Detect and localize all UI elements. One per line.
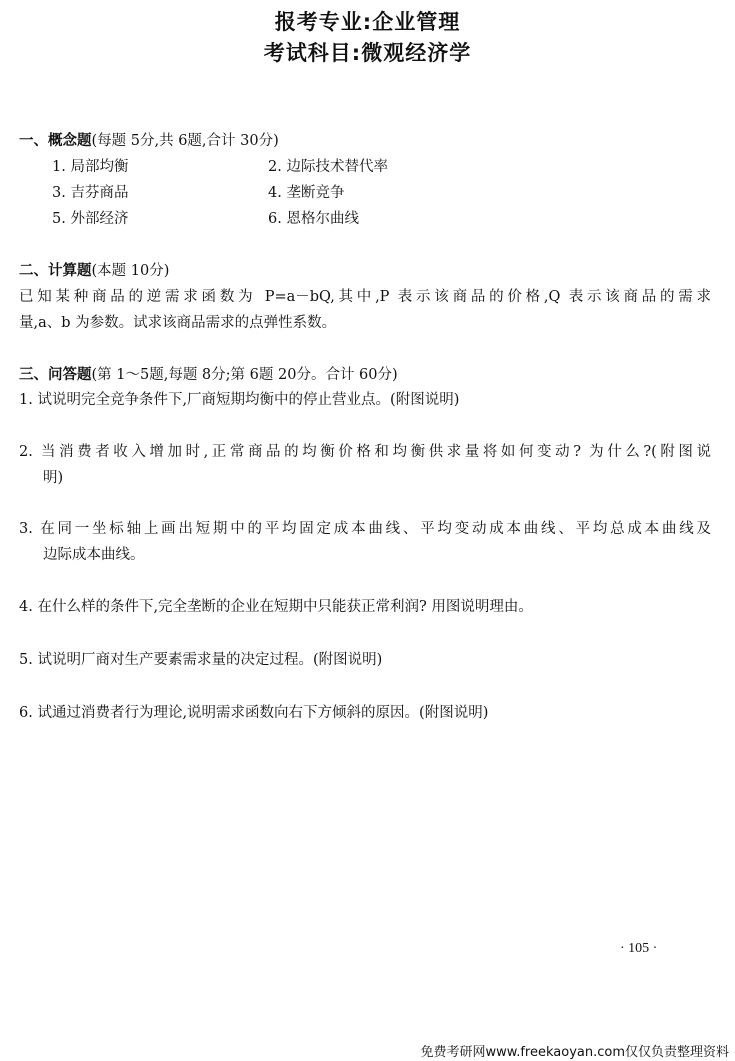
essay-question-4: 4. 在什么样的条件下,完全垄断的企业在短期中只能获正常利润? 用图说明理由。 [19, 599, 533, 615]
section1-heading: 一、概念题 [19, 133, 92, 149]
essay-question-3-line2: 边际成本曲线。 [43, 547, 145, 563]
concept-item: 1. 局部均衡 [52, 159, 129, 175]
section1-note: (每题 5分,共 6题,合计 30分) [91, 133, 279, 149]
concept-item: 4. 垄断竞争 [268, 185, 345, 201]
footer-watermark: 免费考研网www.freekaoyan.com仅仅负责整理资料 [420, 1045, 729, 1060]
exam-subject-title: 考试科目:微观经济学 [263, 41, 472, 65]
section2-heading-row [19, 262, 169, 280]
essay-question-1: 1. 试说明完全竞争条件下,厂商短期均衡中的停止营业点。(附图说明) [19, 392, 460, 408]
essay-question-2-line1: 2. 当消费者收入增加时,正常商品的均衡价格和均衡供求量将如何变动? 为什么?(附图说 [19, 444, 711, 460]
section1-heading-row [19, 132, 279, 150]
section3-heading: 三、问答题 [19, 367, 92, 383]
concept-item: 6. 恩格尔曲线 [268, 211, 359, 227]
essay-question-5: 5. 试说明厂商对生产要素需求量的决定过程。(附图说明) [19, 652, 383, 668]
section3-note: (第 1～5题,每题 8分;第 6题 20分。合计 60分) [91, 367, 398, 383]
section2-note: (本题 10分) [91, 263, 170, 279]
essay-question-2-line2: 明) [43, 470, 64, 486]
essay-question-6: 6. 试通过消费者行为理论,说明需求函数向右下方倾斜的原因。(附图说明) [19, 705, 489, 721]
exam-major-title: 报考专业:企业管理 [274, 10, 461, 34]
calc-question-line: 量,a、b 为参数。试求该商品需求的点弹性系数。 [19, 315, 337, 331]
section2-heading: 二、计算题 [19, 263, 92, 279]
section3-heading-row [19, 366, 398, 384]
page-number: · 105 · [620, 941, 658, 956]
essay-question-3-line1: 3. 在同一坐标轴上画出短期中的平均固定成本曲线、平均变动成本曲线、平均总成本曲线及 [19, 521, 711, 537]
concept-item: 5. 外部经济 [52, 211, 129, 227]
concept-item: 3. 吉芬商品 [52, 185, 129, 201]
concept-item: 2. 边际技术替代率 [268, 159, 388, 175]
calc-question-line: 已知某种商品的逆需求函数为 P=a－bQ,其中,P 表示该商品的价格,Q 表示该商品的需求 [19, 289, 711, 305]
